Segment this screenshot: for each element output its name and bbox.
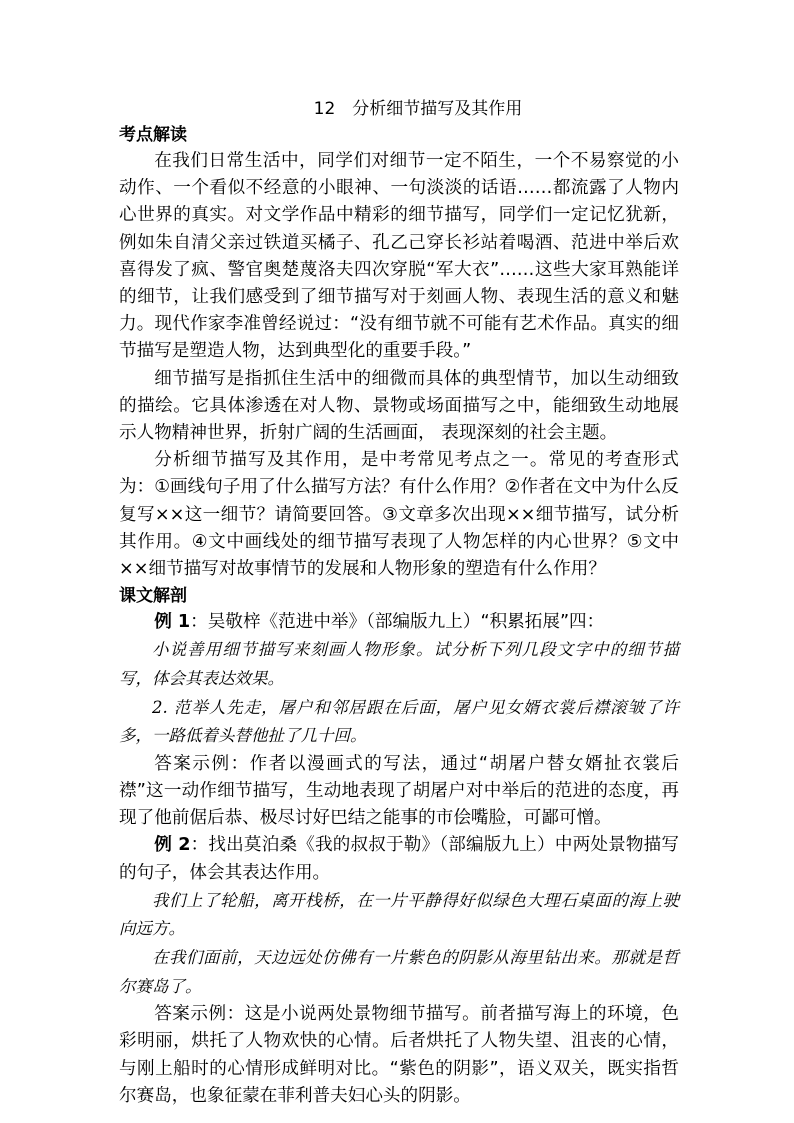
example-1-intro [119, 609, 679, 636]
example-2-label: 例 2 [154, 835, 191, 856]
paragraph-1: 在我们日常生活中，同学们对细节一定不陌生，一个不易察觉的小动作、一个看似不经意的小眼神、一句淡淡的话语……都流露了人物内心世界的真实。对文学作品中精彩的细节描写，同学们一定记忆犹新，例如朱自清父亲过铁道买橘子、孔乙己穿长衫站着喝酒、范进中举后欢喜得发了疯、警官奥楚蔑洛夫四次穿脱“军大衣”……这些大家耳熟能详的细节，让我们感受到了细节描写对于刻画人物、表现生活的意义和魅力。现代作家李准曾经说过：“没有细节就不可能有艺术作品。真实的细节描写是塑造人物，达到典型化的重要手段。” [119, 151, 679, 362]
section-heading-kaodian: 考点解读 [119, 125, 187, 145]
document-body [119, 96, 679, 1110]
paragraph-3: 分析细节描写及其作用，是中考常见考点之一。常见的考查形式为：①画线句子用了什么描写方法？有什么作用？②作者在文中为什么反复写××这一细节？请简要回答。③文章多次出现××细节描写，试分析其作用。④文中画线处的细节描写表现了人物怎样的内心世界？⑤文中××细节描写对故事情节的发展和人物形象的塑造有什么作用？ [119, 450, 679, 580]
example-2-quote-1: 我们上了轮船，离开栈桥，在一片平静得好似绿色大理石桌面的海上驶向远方。 [119, 890, 679, 939]
example-2-text: ：找出莫泊桑《我的叔叔于勒》（部编版九上）中两处景物描写的句子，体会其表达作用。 [119, 835, 679, 883]
example-1-question: 小说善用细节描写来刻画人物形象。试分析下列几段文字中的细节描写，体会其表达效果。 [119, 640, 679, 689]
example-2-intro [119, 832, 679, 886]
example-1-answer: 答案示例：作者以漫画式的写法，通过“胡屠户替女婿扯衣裳后襟”这一动作细节描写，生动地表现了胡屠户对中举后的范进的态度，再现了他前倨后恭、极尽讨好巴结之能事的市侩嘴脸，可鄙可憎。 [119, 753, 679, 829]
example-1-label: 例 1 [154, 612, 191, 633]
example-1-text: ：吴敬梓《范进中举》（部编版九上）“积累拓展”四： [190, 612, 605, 633]
example-2-quote-2: 在我们面前，天边远处仿佛有一片紫色的阴影从海里钻出来。那就是哲尔赛岛了。 [119, 948, 679, 996]
example-2-answer: 答案示例：这是小说两处景物细节描写。前者描写海上的环境，色彩明丽，烘托了人物欢快的心情。后者烘托了人物失望、沮丧的心情，与刚上船时的心情形成鲜明对比。“紫色的阴影”，语义双关，既实指哲尔赛岛，也象征蒙在菲利普夫妇心头的阴影。 [119, 1004, 679, 1106]
paragraph-2: 细节描写是指抓住生活中的细微而具体的典型情节，加以生动细致的描绘。它具体渗透在对人物、景物或场面描写之中，能细致生动地展示人物精神世界，折射广阔的生活画面， 表现深刻的社会主题。 [119, 368, 679, 444]
page-title: 12 分析细节描写及其作用 [313, 99, 523, 119]
example-1-item: 2. 范举人先走，屠户和邻居跟在后面，屠户见女婿衣裳后襟滚皱了许多，一路低着头替他扯了几十回。 [119, 697, 679, 746]
section-heading-kewen: 课文解剖 [119, 586, 187, 607]
